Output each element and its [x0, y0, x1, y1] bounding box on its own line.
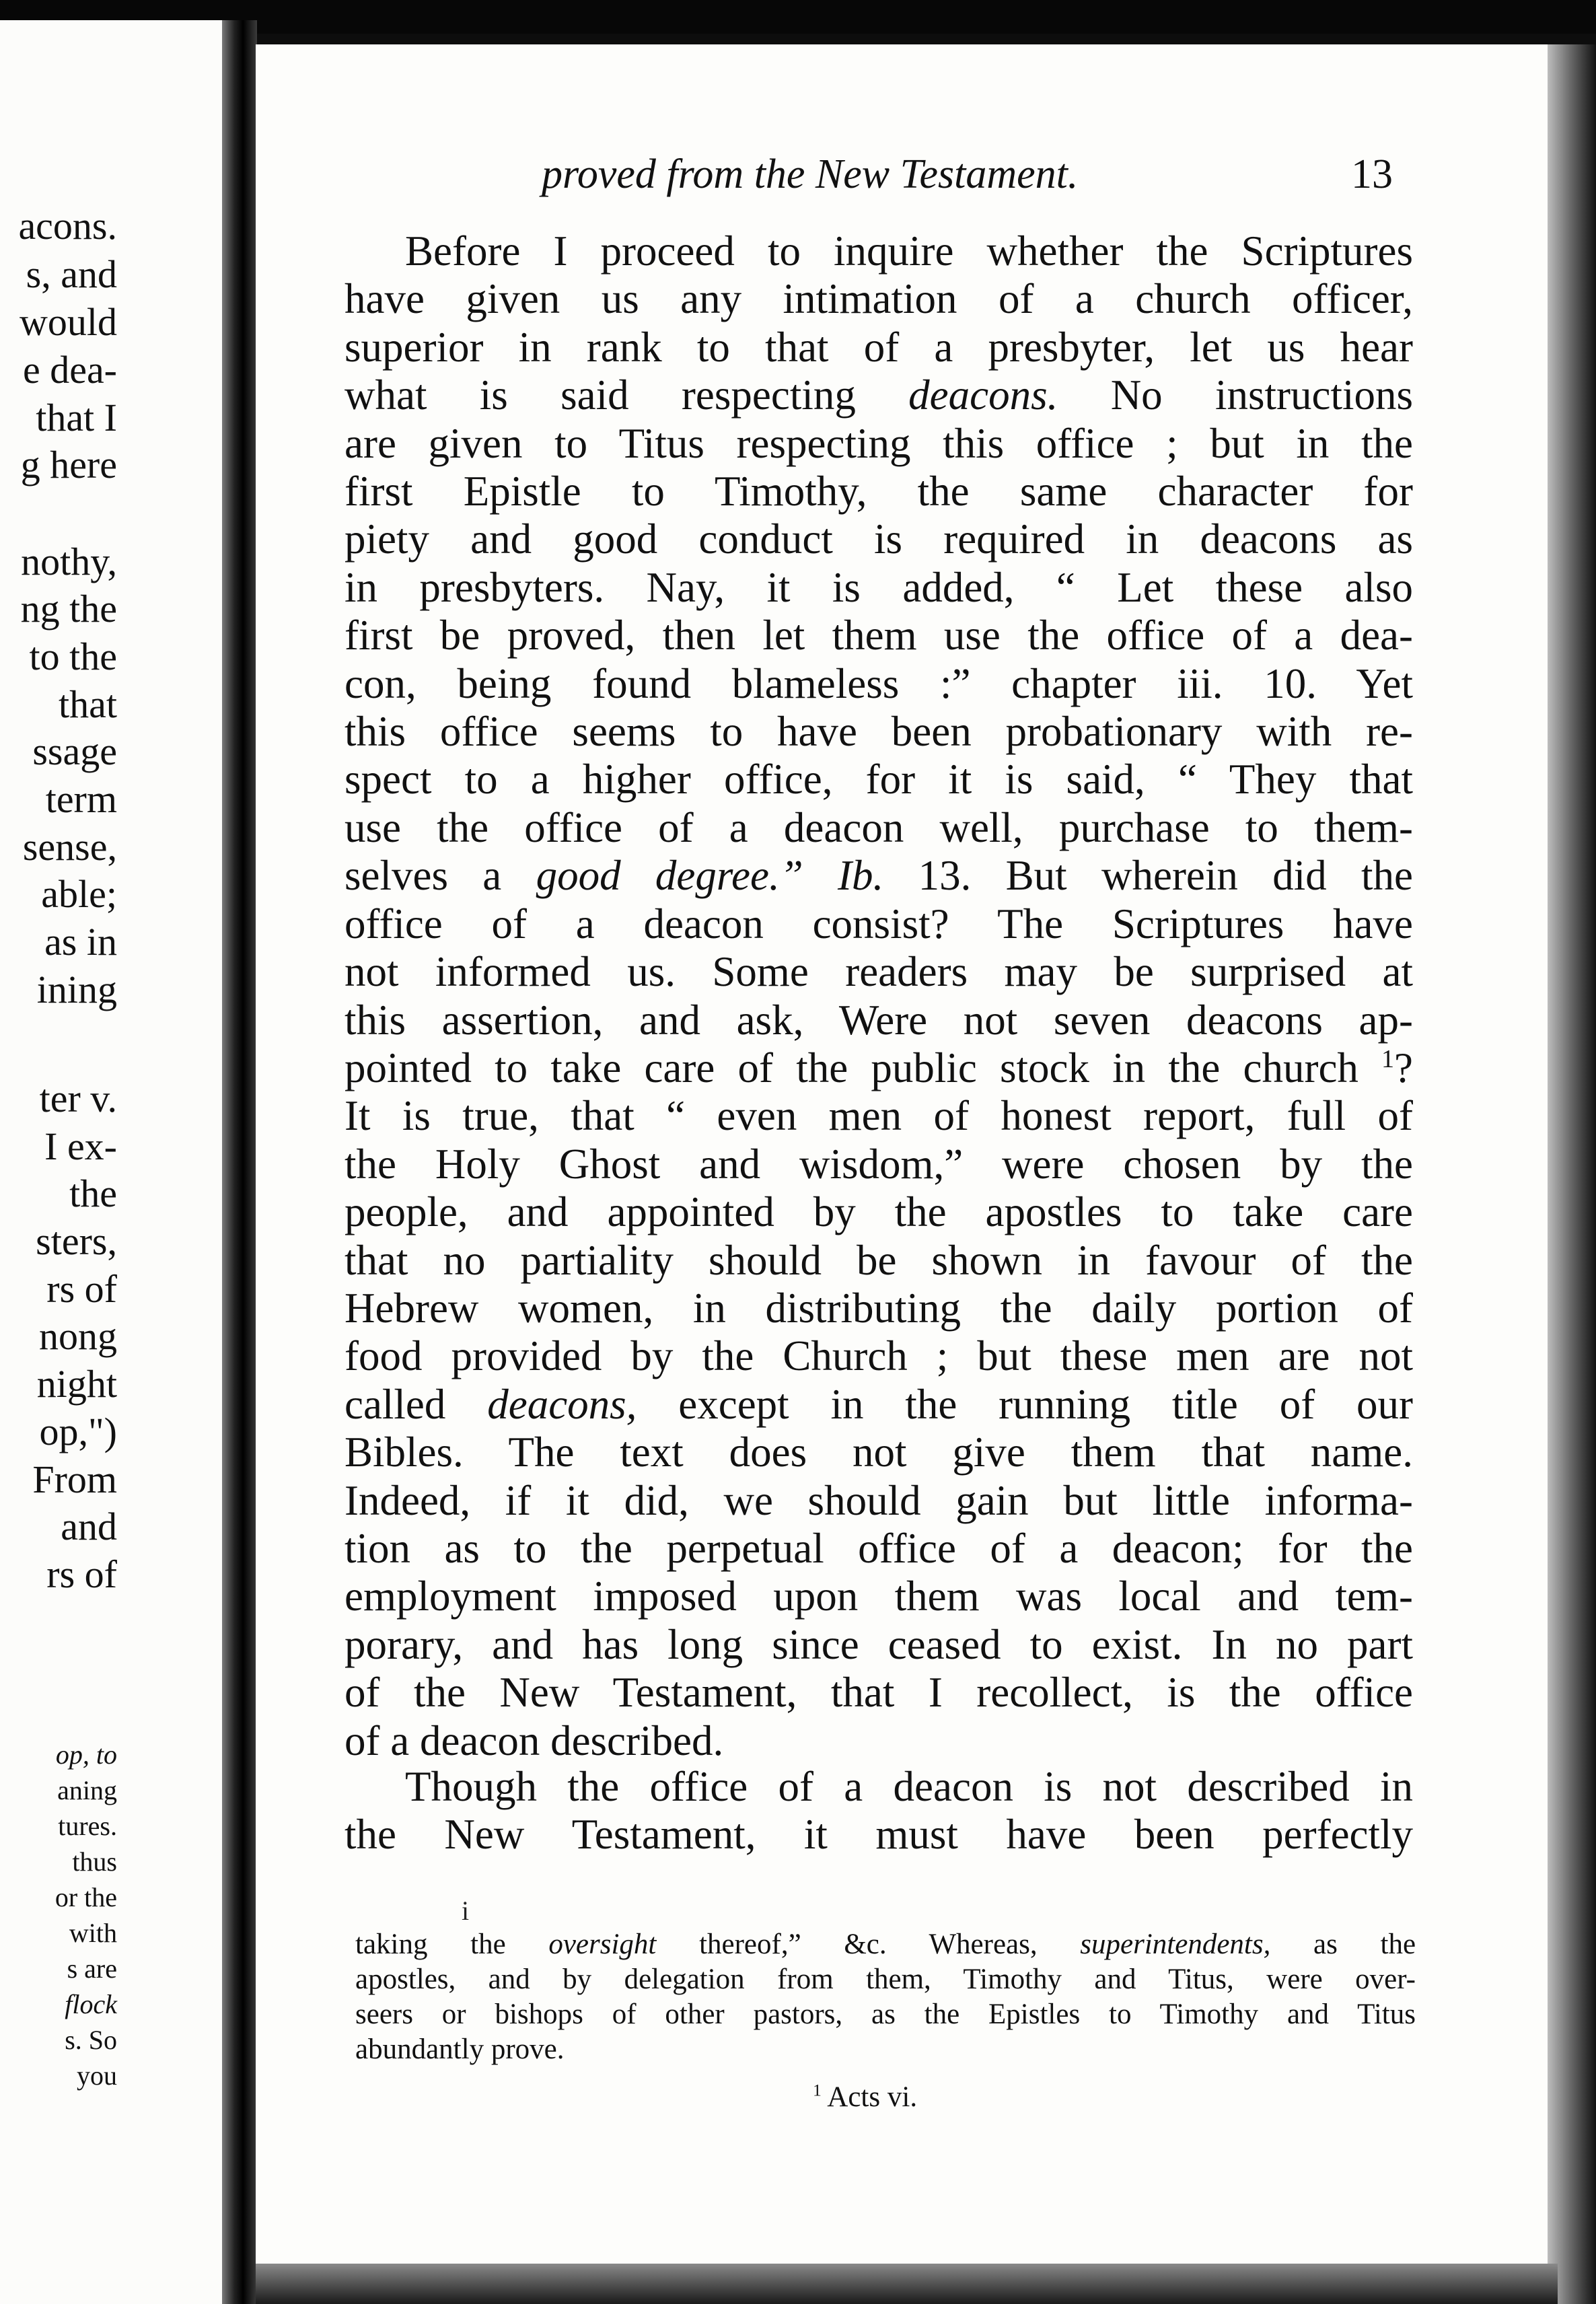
text-line: have given us any intimation of a church officer, [344, 275, 1413, 323]
book-gutter [222, 20, 257, 2304]
facing-page-note-fragment: aning [57, 1775, 117, 1805]
facing-page-fragment: as in [44, 920, 117, 964]
text-line: this office seems to have been probationary with re- [344, 708, 1413, 756]
text-line [344, 371, 1413, 419]
text-run: ? [1394, 1044, 1414, 1091]
text-line: not informed us. Some readers may be surprised at [344, 948, 1413, 996]
facing-page-note-fragment: flock [65, 1989, 117, 2019]
text-line: con, being found blameless :” chapter iii. 10. Yet [344, 659, 1413, 707]
text-line: piety and good conduct is required in deacons as [344, 515, 1413, 563]
text-line: employment imposed upon them was local and tem- [344, 1573, 1413, 1620]
facing-page-fragment: ining [36, 968, 117, 1011]
text-line: It is true, that “ even men of honest report, full of [344, 1092, 1413, 1140]
page-edge-shadow-right [1548, 44, 1596, 2304]
facing-page-note-fragment: with [69, 1918, 117, 1948]
footnote-mark: i [462, 1896, 470, 1926]
facing-page-fragment: ng the [20, 587, 117, 631]
footnote-line: apostles, and by delegation from them, Timothy and Titus, were over- [355, 1964, 1416, 1995]
footnote-number: 1 [813, 2080, 822, 2100]
facing-page-fragment: to the [29, 635, 117, 678]
text-run: except in the running title of our [678, 1380, 1414, 1428]
text-line: of the New Testament, that I recollect, is the office [344, 1669, 1413, 1717]
facing-page-fragment: From [32, 1457, 117, 1501]
facing-page-fragment: night [36, 1362, 117, 1406]
text-line: that no partiality should be shown in favour of the [344, 1236, 1413, 1284]
text-line: of a deacon described. [344, 1717, 724, 1764]
text-line: first be proved, then let them use the office of a dea- [344, 612, 1413, 659]
text-line: the Holy Ghost and wisdom,” were chosen by the [344, 1140, 1413, 1188]
text-run: called [344, 1380, 446, 1428]
text-line: spect to a higher office, for it is said, “ They that [344, 756, 1413, 803]
text-run: taking the [355, 1929, 506, 1960]
text-line: Before I proceed to inquire whether the Scriptures [405, 227, 1413, 275]
text-line: the New Testament, it must have been perfectly [344, 1811, 1413, 1859]
text-run: what is said respecting [344, 371, 856, 419]
text-line: are given to Titus respecting this office ; but in the [344, 419, 1413, 467]
text-line: tion as to the perpetual office of a deacon; for the [344, 1524, 1413, 1572]
text-line: Indeed, if it did, we should gain but little informa- [344, 1476, 1413, 1524]
text-run: as the [1313, 1929, 1416, 1960]
facing-page-fragment: term [45, 777, 117, 821]
text-run: pointed to take care of the public stock in the church [344, 1044, 1358, 1091]
facing-page-fragment: rs of [46, 1267, 117, 1311]
italic-term: superintendents, [1080, 1929, 1271, 1960]
footnote-continuation [355, 1927, 1416, 2067]
facing-page-fragment: rs of [46, 1552, 117, 1596]
facing-page-fragment: would [20, 300, 117, 344]
facing-page-fragment: acons. [18, 204, 117, 248]
footnote-line: abundantly prove. [355, 2033, 565, 2065]
running-head: proved from the New Testament. [542, 151, 1079, 197]
text-line: Though the office of a deacon is not described in [405, 1763, 1413, 1810]
text-run: thereof,” &c. Whereas, [699, 1929, 1038, 1960]
facing-page-fragment: ter v. [39, 1077, 117, 1120]
facing-page-note-fragment: op, to [55, 1739, 117, 1770]
page-number: 13 [1351, 151, 1393, 197]
text-line: this assertion, and ask, Were not seven deacons ap- [344, 996, 1413, 1044]
footnote [813, 2081, 917, 2114]
facing-page-fragment: g here [20, 443, 117, 487]
facing-page-fragment: that I [36, 396, 117, 439]
text-line [344, 1381, 1413, 1429]
text-line: in presbyters. Nay, it is added, “ Let these also [344, 563, 1413, 611]
facing-page-fragment: nothy, [21, 540, 117, 583]
italic-term: good degree.” [536, 852, 803, 900]
facing-page-fragment: e dea- [22, 348, 117, 392]
facing-page-fragment: op,") [39, 1410, 117, 1453]
page-edge-shadow-bottom [256, 2264, 1558, 2304]
facing-page-fragment: that [59, 682, 117, 726]
text-line: office of a deacon consist? The Scriptures have [344, 900, 1413, 947]
text-line: superior in rank to that of a presbyter, let us hear [344, 323, 1413, 371]
facing-page-note-fragment: s are [67, 1953, 117, 1984]
italic-term: Ib. [838, 852, 884, 900]
facing-page-left [0, 20, 240, 2304]
text-line: first Epistle to Timothy, the same character for [344, 468, 1413, 515]
facing-page-note-fragment: or the [55, 1882, 117, 1912]
paragraph-2 [344, 1763, 1413, 1859]
text-line: use the office of a deacon well, purchase to them- [344, 803, 1413, 851]
footnote-text: Acts vi. [827, 2081, 918, 2113]
text-run: selves a [344, 852, 502, 900]
footnote-line [355, 1927, 1416, 1962]
paragraph-1 [344, 227, 1413, 1765]
footnote-line: seers or bishops of other pastors, as the Epistles to Timothy and Titus [355, 1999, 1416, 2030]
facing-page-fragment: I ex- [44, 1124, 117, 1168]
footnote-ref-number: 1 [1381, 1044, 1395, 1073]
facing-page-note-fragment: s. So [65, 2025, 117, 2055]
facing-page-fragment: and [61, 1505, 117, 1548]
facing-page-note-fragment: you [77, 2060, 117, 2091]
facing-page-fragment: s, and [26, 252, 117, 296]
facing-page-fragment: sters, [36, 1219, 117, 1263]
facing-page-fragment: ssage [32, 729, 117, 773]
italic-term: oversight [548, 1929, 657, 1960]
text-line: food provided by the Church ; but these men are not [344, 1332, 1413, 1380]
text-run: No instructions [1110, 371, 1413, 419]
facing-page-fragment: able; [41, 872, 117, 916]
italic-term: deacons, [487, 1380, 637, 1428]
facing-page-fragment: the [69, 1172, 117, 1215]
text-run: 13. But wherein did the [918, 852, 1413, 900]
text-line: Bibles. The text does not give them that name. [344, 1429, 1413, 1476]
text-line [344, 852, 1413, 900]
facing-page-fragment: nong [39, 1314, 117, 1358]
facing-page-note-fragment: tures. [58, 1811, 117, 1841]
italic-term: deacons. [908, 371, 1058, 419]
footnote-ref [1381, 1044, 1413, 1091]
text-line: porary, and has long since ceased to exist. In no part [344, 1620, 1413, 1668]
text-line [344, 1044, 1413, 1092]
text-line: people, and appointed by the apostles to take care [344, 1188, 1413, 1236]
facing-page-fragment: sense, [22, 825, 117, 869]
facing-page-note-fragment: thus [72, 1846, 117, 1877]
text-line: Hebrew women, in distributing the daily portion of [344, 1284, 1413, 1332]
